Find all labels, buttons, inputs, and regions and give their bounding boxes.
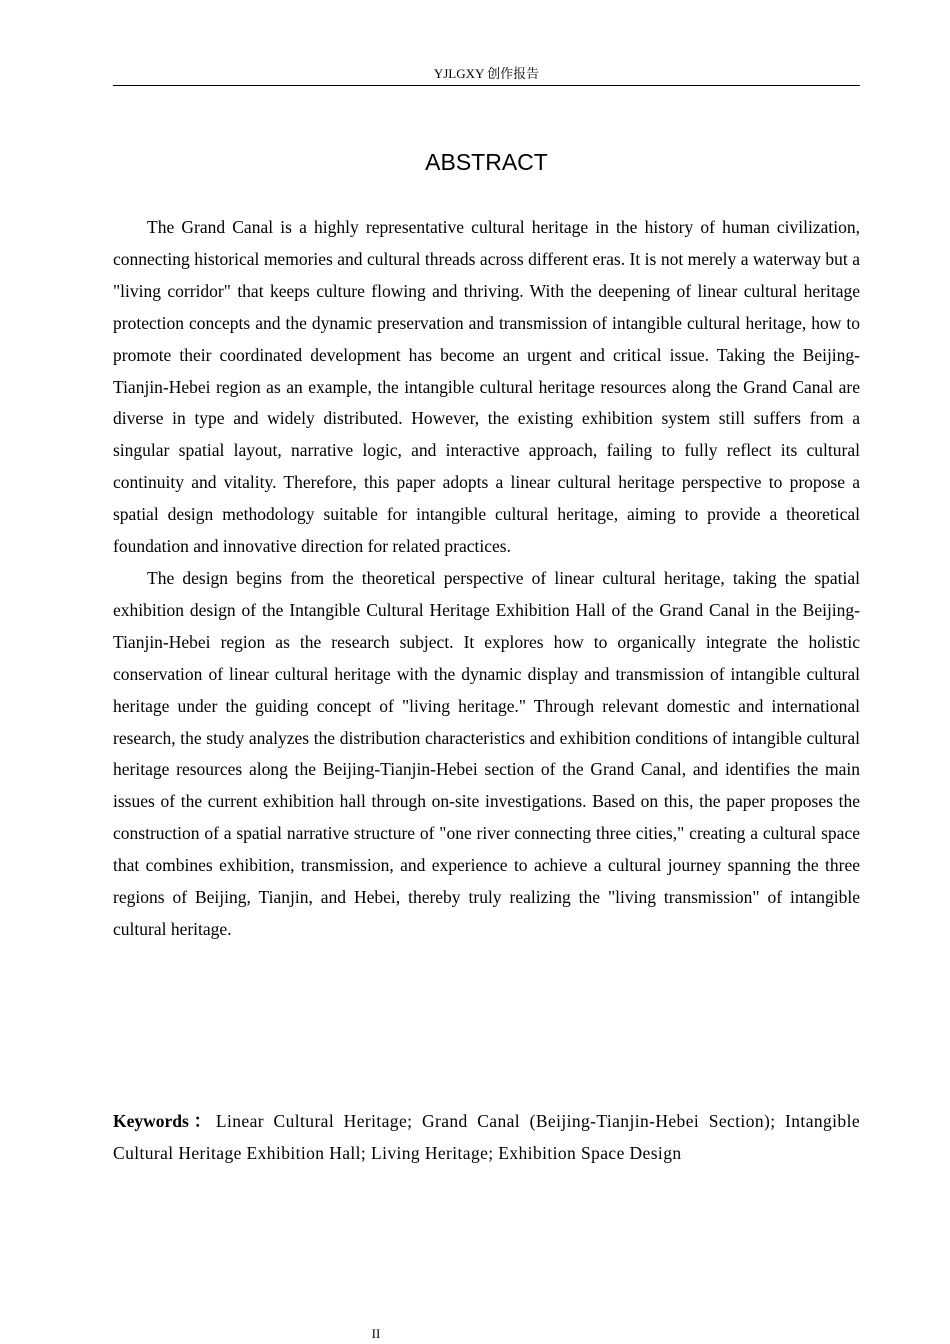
abstract-paragraph: The Grand Canal is a highly representative cultural heritage in the history of human civilization, connecting historical memories and cultural threads across different eras. It is not merely a waterway but a "living corridor" that keeps culture flowing and thriving. With the deepening of linear cultural heritage protection concepts and the dynamic preservation and transmission of intangible cultural heritage, how to promote their coordinated development has become an urgent and critical issue. Taking the Beijing-Tianjin-Hebei region as an example, the intangible cultural heritage resources along the Grand Canal are diverse in type and widely distributed. However, the existing exhibition system still suffers from a singular spatial layout, narrative logic, and interactive approach, failing to fully reflect its cultural continuity and vitality. Therefore, this paper adopts a linear cultural heritage perspective to propose a spatial design methodology suitable for intangible cultural heritage, aiming to provide a theoretical foundation and innovative direction for related practices. (113, 217, 860, 557)
page-number: II (371, 1326, 381, 1341)
header-rule (113, 85, 860, 86)
abstract-body (113, 212, 860, 946)
abstract-paragraph: The design begins from the theoretical perspective of linear cultural heritage, taking the spatial exhibition design of the Intangible Cultural Heritage Exhibition Hall of the Grand Canal in the Beijing-Tianjin-Hebei region as the research subject. It explores how to organically integrate the holistic conservation of linear cultural heritage with the dynamic display and transmission of intangible cultural heritage under the guiding concept of "living heritage." Through relevant domestic and international research, the study analyzes the distribution characteristics and exhibition conditions of intangible cultural heritage resources along the Beijing-Tianjin-Hebei section of the Grand Canal, and identifies the main issues of the current exhibition hall through on-site investigations. Based on this, the paper proposes the construction of a spatial narrative structure of "one river connecting three cities," creating a cultural space that combines exhibition, transmission, and experience to achieve a cultural journey spanning the three regions of Beijing, Tianjin, and Hebei, thereby truly realizing the "living transmission" of intangible cultural heritage. (113, 567, 860, 939)
page-header: YJLGXY 创作报告 (433, 66, 540, 81)
abstract-title: ABSTRACT (425, 149, 548, 175)
keywords-text: Linear Cultural Heritage; Grand Canal (Beijing-Tianjin-Hebei Section); Intangible Cultural Heritage Exhibition Hall; Living Heritage; Exhibition Space Design (113, 1111, 861, 1163)
keywords (113, 1106, 860, 1170)
keywords-label: Keywords： (113, 1111, 216, 1131)
